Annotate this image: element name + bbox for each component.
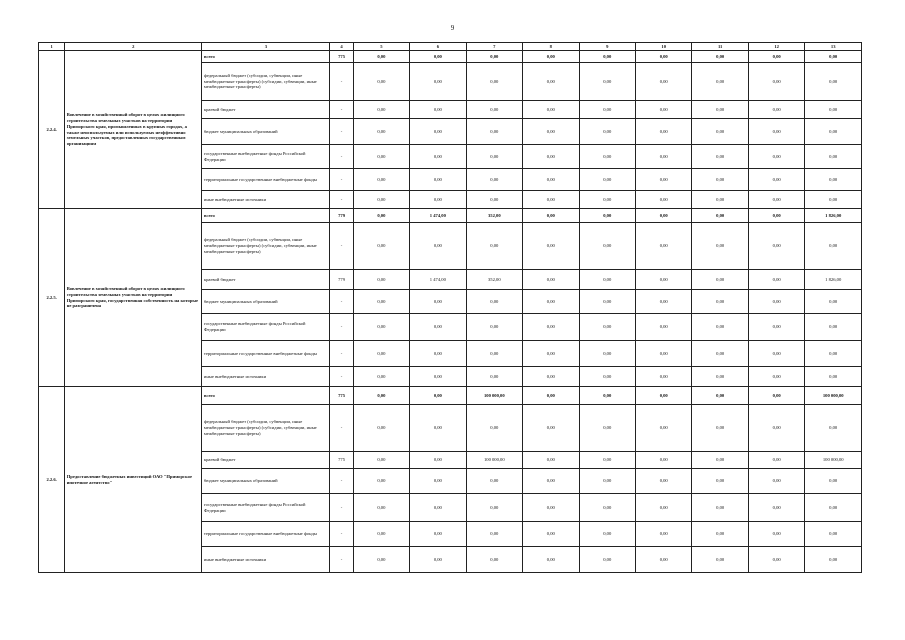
section-code: 2.2.5. bbox=[39, 209, 65, 387]
section-code: 2.2.4. bbox=[39, 51, 65, 209]
amount-cell: 0,00 bbox=[748, 51, 804, 63]
table-row-total bbox=[39, 209, 862, 223]
amount-cell: 0,00 bbox=[635, 469, 691, 494]
amount-cell: 0,00 bbox=[748, 547, 804, 573]
header-col-2: 2 bbox=[65, 43, 202, 51]
amount-cell: 0,00 bbox=[692, 169, 748, 191]
amount-cell: 0,00 bbox=[410, 387, 466, 405]
amount-cell: 0,00 bbox=[579, 367, 635, 387]
amount-cell: 0,00 bbox=[805, 145, 862, 169]
funding-source: иные внебюджетные источники bbox=[202, 191, 330, 209]
amount-cell: 0,00 bbox=[748, 387, 804, 405]
amount-cell: 0,00 bbox=[466, 119, 522, 145]
funding-source: государственные внебюджетные фонды Российской Федерации bbox=[202, 145, 330, 169]
amount-cell: 0,00 bbox=[353, 367, 409, 387]
amount-cell: 0,00 bbox=[748, 63, 804, 101]
amount-cell: 0,00 bbox=[579, 270, 635, 290]
amount-cell: 0,00 bbox=[353, 522, 409, 547]
amount-cell: 0,00 bbox=[466, 405, 522, 452]
header-col-5: 5 bbox=[353, 43, 409, 51]
amount-cell: 0,00 bbox=[748, 469, 804, 494]
amount-cell: 0,00 bbox=[635, 223, 691, 270]
amount-cell: 0,00 bbox=[523, 290, 579, 314]
amount-cell: 0,00 bbox=[353, 63, 409, 101]
amount-cell: 0,00 bbox=[692, 119, 748, 145]
amount-cell: 0,00 bbox=[579, 63, 635, 101]
amount-cell: 0,00 bbox=[635, 367, 691, 387]
grbs-code: - bbox=[330, 367, 353, 387]
amount-cell: 0,00 bbox=[748, 314, 804, 341]
amount-cell: 0,00 bbox=[692, 145, 748, 169]
amount-cell: 0,00 bbox=[805, 290, 862, 314]
amount-cell: 0,00 bbox=[523, 270, 579, 290]
amount-cell: 1 826,00 bbox=[805, 209, 862, 223]
amount-cell: 0,00 bbox=[353, 169, 409, 191]
amount-cell: 0,00 bbox=[805, 314, 862, 341]
grbs-code: - bbox=[330, 341, 353, 367]
amount-cell: 0,00 bbox=[466, 367, 522, 387]
amount-cell: 0,00 bbox=[748, 452, 804, 469]
amount-cell: 0,00 bbox=[353, 469, 409, 494]
amount-cell: 0,00 bbox=[579, 469, 635, 494]
amount-cell: 0,00 bbox=[748, 223, 804, 270]
funding-source: бюджет муниципальных образований bbox=[202, 469, 330, 494]
amount-cell: 0,00 bbox=[579, 494, 635, 522]
funding-source: краевой бюджет bbox=[202, 101, 330, 119]
amount-cell: 0,00 bbox=[466, 51, 522, 63]
header-col-3: 3 bbox=[202, 43, 330, 51]
amount-cell: 0,00 bbox=[692, 209, 748, 223]
amount-cell: 0,00 bbox=[748, 367, 804, 387]
amount-cell: 0,00 bbox=[579, 145, 635, 169]
amount-cell: 0,00 bbox=[748, 405, 804, 452]
amount-cell: 0,00 bbox=[805, 169, 862, 191]
amount-cell: 0,00 bbox=[635, 169, 691, 191]
amount-cell: 0,00 bbox=[523, 367, 579, 387]
header-col-1: 1 bbox=[39, 43, 65, 51]
amount-cell: 0,00 bbox=[410, 405, 466, 452]
funding-source: федеральный бюджет (субсидии, субвенции, иные межбюджетные трансферты) (субсидии, субвенции, иные межбюджетные трансферты) bbox=[202, 405, 330, 452]
amount-cell: 0,00 bbox=[410, 223, 466, 270]
amount-cell: 0,00 bbox=[466, 101, 522, 119]
amount-cell: 1 474,00 bbox=[410, 270, 466, 290]
amount-cell: 0,00 bbox=[353, 405, 409, 452]
amount-cell: 0,00 bbox=[579, 452, 635, 469]
grbs-code: - bbox=[330, 469, 353, 494]
amount-cell: 0,00 bbox=[353, 547, 409, 573]
amount-cell: 0,00 bbox=[353, 101, 409, 119]
amount-cell: 0,00 bbox=[466, 191, 522, 209]
grbs-code: - bbox=[330, 405, 353, 452]
amount-cell: 0,00 bbox=[805, 494, 862, 522]
amount-cell: 0,00 bbox=[805, 522, 862, 547]
amount-cell: 0,00 bbox=[579, 314, 635, 341]
section-code: 2.2.6. bbox=[39, 387, 65, 573]
amount-cell: 0,00 bbox=[635, 494, 691, 522]
amount-cell: 0,00 bbox=[692, 314, 748, 341]
amount-cell: 0,00 bbox=[353, 191, 409, 209]
grbs-code: - bbox=[330, 522, 353, 547]
amount-cell: 0,00 bbox=[692, 452, 748, 469]
amount-cell: 100 000,00 bbox=[805, 387, 862, 405]
amount-cell: 0,00 bbox=[805, 341, 862, 367]
amount-cell: 0,00 bbox=[748, 101, 804, 119]
amount-cell: 0,00 bbox=[523, 169, 579, 191]
amount-cell: 0,00 bbox=[805, 51, 862, 63]
grbs-code: - bbox=[330, 494, 353, 522]
header-col-9: 9 bbox=[579, 43, 635, 51]
amount-cell: 0,00 bbox=[692, 63, 748, 101]
header-col-7: 7 bbox=[466, 43, 522, 51]
amount-cell: 1 474,00 bbox=[410, 209, 466, 223]
amount-cell: 0,00 bbox=[466, 494, 522, 522]
amount-cell: 0,00 bbox=[805, 469, 862, 494]
header-row bbox=[39, 43, 862, 51]
amount-cell: 0,00 bbox=[523, 522, 579, 547]
amount-cell: 0,00 bbox=[635, 522, 691, 547]
amount-cell: 0,00 bbox=[635, 101, 691, 119]
amount-cell: 0,00 bbox=[579, 169, 635, 191]
amount-cell: 0,00 bbox=[466, 469, 522, 494]
table-header bbox=[39, 43, 862, 51]
grbs-code: - bbox=[330, 145, 353, 169]
header-col-10: 10 bbox=[635, 43, 691, 51]
amount-cell: 0,00 bbox=[410, 290, 466, 314]
funding-source: федеральный бюджет (субсидии, субвенции, иные межбюджетные трансферты) (субсидии, субвенции, иные межбюджетные трансферты) bbox=[202, 63, 330, 101]
amount-cell: 0,00 bbox=[410, 51, 466, 63]
amount-cell: 0,00 bbox=[523, 63, 579, 101]
amount-cell: 0,00 bbox=[466, 169, 522, 191]
amount-cell: 0,00 bbox=[805, 119, 862, 145]
amount-cell: 0,00 bbox=[805, 191, 862, 209]
amount-cell: 352,00 bbox=[466, 270, 522, 290]
table-row-total bbox=[39, 51, 862, 63]
amount-cell: 0,00 bbox=[410, 341, 466, 367]
amount-cell: 0,00 bbox=[523, 341, 579, 367]
table-body bbox=[39, 51, 862, 573]
amount-cell: 0,00 bbox=[635, 290, 691, 314]
amount-cell: 0,00 bbox=[748, 270, 804, 290]
amount-cell: 0,00 bbox=[579, 51, 635, 63]
funding-source: государственные внебюджетные фонды Российской Федерации bbox=[202, 494, 330, 522]
amount-cell: 0,00 bbox=[466, 547, 522, 573]
amount-cell: 0,00 bbox=[466, 63, 522, 101]
amount-cell: 0,00 bbox=[410, 145, 466, 169]
amount-cell: 0,00 bbox=[466, 145, 522, 169]
amount-cell: 352,00 bbox=[466, 209, 522, 223]
amount-cell: 0,00 bbox=[692, 405, 748, 452]
amount-cell: 0,00 bbox=[692, 367, 748, 387]
amount-cell: 0,00 bbox=[410, 469, 466, 494]
amount-cell: 0,00 bbox=[410, 547, 466, 573]
amount-cell: 0,00 bbox=[635, 270, 691, 290]
amount-cell: 0,00 bbox=[410, 191, 466, 209]
amount-cell: 0,00 bbox=[410, 494, 466, 522]
funding-source: иные внебюджетные источники bbox=[202, 547, 330, 573]
amount-cell: 0,00 bbox=[748, 522, 804, 547]
amount-cell: 100 000,00 bbox=[466, 452, 522, 469]
grbs-code: - bbox=[330, 547, 353, 573]
amount-cell: 0,00 bbox=[410, 314, 466, 341]
amount-cell: 0,00 bbox=[635, 405, 691, 452]
grbs-code: 779 bbox=[330, 270, 353, 290]
amount-cell: 100 000,00 bbox=[466, 387, 522, 405]
grbs-code: - bbox=[330, 290, 353, 314]
amount-cell: 0,00 bbox=[692, 494, 748, 522]
amount-cell: 0,00 bbox=[805, 405, 862, 452]
header-col-8: 8 bbox=[523, 43, 579, 51]
amount-cell: 0,00 bbox=[692, 101, 748, 119]
amount-cell: 0,00 bbox=[410, 101, 466, 119]
funding-source: бюджет муниципальных образований bbox=[202, 119, 330, 145]
funding-source: федеральный бюджет (субсидии, субвенции, иные межбюджетные трансферты) (субсидии, субвенции, иные межбюджетные трансферты) bbox=[202, 223, 330, 270]
amount-cell: 0,00 bbox=[692, 51, 748, 63]
header-col-12: 12 bbox=[748, 43, 804, 51]
grbs-code: - bbox=[330, 223, 353, 270]
funding-source: всего bbox=[202, 51, 330, 63]
amount-cell: 0,00 bbox=[579, 547, 635, 573]
amount-cell: 0,00 bbox=[692, 191, 748, 209]
amount-cell: 0,00 bbox=[523, 387, 579, 405]
amount-cell: 0,00 bbox=[748, 290, 804, 314]
section-title: Предоставление бюджетных инвестиций ОАО "Приморское ипотечное агентство" bbox=[65, 387, 202, 573]
amount-cell: 0,00 bbox=[523, 101, 579, 119]
amount-cell: 0,00 bbox=[353, 314, 409, 341]
amount-cell: 0,00 bbox=[410, 452, 466, 469]
amount-cell: 0,00 bbox=[748, 494, 804, 522]
amount-cell: 0,00 bbox=[410, 367, 466, 387]
amount-cell: 0,00 bbox=[353, 119, 409, 145]
funding-source: всего bbox=[202, 209, 330, 223]
amount-cell: 0,00 bbox=[523, 223, 579, 270]
amount-cell: 0,00 bbox=[635, 191, 691, 209]
amount-cell: 0,00 bbox=[353, 270, 409, 290]
section-title: Вовлечение в хозяйственный оборот в целях жилищного строительства земельных участков на территории Приморского края, промышленных в крупных городах, а также неиспользуемых или используемых неэффективно земельных участков, предоставленных государственным организациям bbox=[65, 51, 202, 209]
amount-cell: 0,00 bbox=[523, 314, 579, 341]
amount-cell: 0,00 bbox=[353, 341, 409, 367]
amount-cell: 0,00 bbox=[466, 290, 522, 314]
amount-cell: 0,00 bbox=[523, 405, 579, 452]
amount-cell: 0,00 bbox=[748, 341, 804, 367]
amount-cell: 0,00 bbox=[748, 169, 804, 191]
amount-cell: 0,00 bbox=[692, 469, 748, 494]
amount-cell: 0,00 bbox=[353, 209, 409, 223]
amount-cell: 0,00 bbox=[635, 452, 691, 469]
amount-cell: 0,00 bbox=[523, 452, 579, 469]
amount-cell: 0,00 bbox=[523, 119, 579, 145]
funding-source: всего bbox=[202, 387, 330, 405]
amount-cell: 0,00 bbox=[748, 191, 804, 209]
grbs-code: - bbox=[330, 314, 353, 341]
amount-cell: 0,00 bbox=[805, 367, 862, 387]
amount-cell: 0,00 bbox=[692, 522, 748, 547]
amount-cell: 0,00 bbox=[635, 209, 691, 223]
amount-cell: 0,00 bbox=[523, 469, 579, 494]
amount-cell: 0,00 bbox=[523, 191, 579, 209]
amount-cell: 0,00 bbox=[635, 314, 691, 341]
grbs-code: 775 bbox=[330, 452, 353, 469]
amount-cell: 0,00 bbox=[410, 63, 466, 101]
funding-source: краевой бюджет bbox=[202, 270, 330, 290]
amount-cell: 0,00 bbox=[353, 145, 409, 169]
amount-cell: 0,00 bbox=[523, 209, 579, 223]
budget-table bbox=[38, 42, 862, 573]
header-col-6: 6 bbox=[410, 43, 466, 51]
header-col-4: 4 bbox=[330, 43, 353, 51]
amount-cell: 0,00 bbox=[523, 547, 579, 573]
funding-source: территориальные государственные внебюджетные фонды bbox=[202, 522, 330, 547]
amount-cell: 0,00 bbox=[579, 522, 635, 547]
amount-cell: 0,00 bbox=[579, 119, 635, 145]
grbs-code: - bbox=[330, 101, 353, 119]
amount-cell: 0,00 bbox=[635, 119, 691, 145]
amount-cell: 0,00 bbox=[353, 290, 409, 314]
grbs-code: - bbox=[330, 119, 353, 145]
funding-source: иные внебюджетные источники bbox=[202, 367, 330, 387]
amount-cell: 0,00 bbox=[353, 51, 409, 63]
grbs-code: 775 bbox=[330, 387, 353, 405]
amount-cell: 0,00 bbox=[353, 387, 409, 405]
amount-cell: 0,00 bbox=[579, 223, 635, 270]
amount-cell: 0,00 bbox=[353, 494, 409, 522]
amount-cell: 0,00 bbox=[748, 119, 804, 145]
amount-cell: 0,00 bbox=[579, 387, 635, 405]
amount-cell: 0,00 bbox=[410, 169, 466, 191]
amount-cell: 0,00 bbox=[353, 223, 409, 270]
amount-cell: 0,00 bbox=[635, 51, 691, 63]
funding-source: территориальные государственные внебюджетные фонды bbox=[202, 169, 330, 191]
grbs-code: 775 bbox=[330, 51, 353, 63]
amount-cell: 0,00 bbox=[805, 101, 862, 119]
header-col-13: 13 bbox=[805, 43, 862, 51]
amount-cell: 0,00 bbox=[523, 494, 579, 522]
funding-source: территориальные государственные внебюджетные фонды bbox=[202, 341, 330, 367]
grbs-code: - bbox=[330, 169, 353, 191]
amount-cell: 0,00 bbox=[353, 452, 409, 469]
amount-cell: 100 000,00 bbox=[805, 452, 862, 469]
amount-cell: 0,00 bbox=[579, 405, 635, 452]
grbs-code: - bbox=[330, 63, 353, 101]
amount-cell: 0,00 bbox=[692, 387, 748, 405]
section-title: Вовлечение в хозяйственный оборот в целях жилищного строительства земельных участков на территории Приморского края, государственная собственность на которые не разграничена bbox=[65, 209, 202, 387]
amount-cell: 0,00 bbox=[635, 145, 691, 169]
amount-cell: 0,00 bbox=[466, 341, 522, 367]
amount-cell: 0,00 bbox=[579, 341, 635, 367]
amount-cell: 0,00 bbox=[466, 314, 522, 341]
page-number: 9 bbox=[450, 24, 455, 32]
amount-cell: 0,00 bbox=[579, 209, 635, 223]
amount-cell: 0,00 bbox=[748, 145, 804, 169]
amount-cell: 0,00 bbox=[692, 290, 748, 314]
amount-cell: 0,00 bbox=[466, 223, 522, 270]
table-row-total bbox=[39, 387, 862, 405]
amount-cell: 0,00 bbox=[523, 51, 579, 63]
funding-source: бюджет муниципальных образований bbox=[202, 290, 330, 314]
amount-cell: 0,00 bbox=[692, 270, 748, 290]
amount-cell: 0,00 bbox=[410, 119, 466, 145]
header-col-11: 11 bbox=[692, 43, 748, 51]
amount-cell: 0,00 bbox=[805, 223, 862, 270]
amount-cell: 0,00 bbox=[692, 223, 748, 270]
amount-cell: 0,00 bbox=[523, 145, 579, 169]
amount-cell: 0,00 bbox=[805, 63, 862, 101]
amount-cell: 0,00 bbox=[410, 522, 466, 547]
amount-cell: 0,00 bbox=[579, 101, 635, 119]
amount-cell: 0,00 bbox=[635, 341, 691, 367]
amount-cell: 0,00 bbox=[692, 547, 748, 573]
amount-cell: 0,00 bbox=[635, 387, 691, 405]
grbs-code: 779 bbox=[330, 209, 353, 223]
amount-cell: 0,00 bbox=[692, 341, 748, 367]
funding-source: государственные внебюджетные фонды Российской Федерации bbox=[202, 314, 330, 341]
amount-cell: 0,00 bbox=[635, 63, 691, 101]
grbs-code: - bbox=[330, 191, 353, 209]
amount-cell: 0,00 bbox=[748, 209, 804, 223]
amount-cell: 1 826,00 bbox=[805, 270, 862, 290]
amount-cell: 0,00 bbox=[635, 547, 691, 573]
amount-cell: 0,00 bbox=[579, 290, 635, 314]
amount-cell: 0,00 bbox=[579, 191, 635, 209]
amount-cell: 0,00 bbox=[466, 522, 522, 547]
funding-source: краевой бюджет bbox=[202, 452, 330, 469]
amount-cell: 0,00 bbox=[805, 547, 862, 573]
